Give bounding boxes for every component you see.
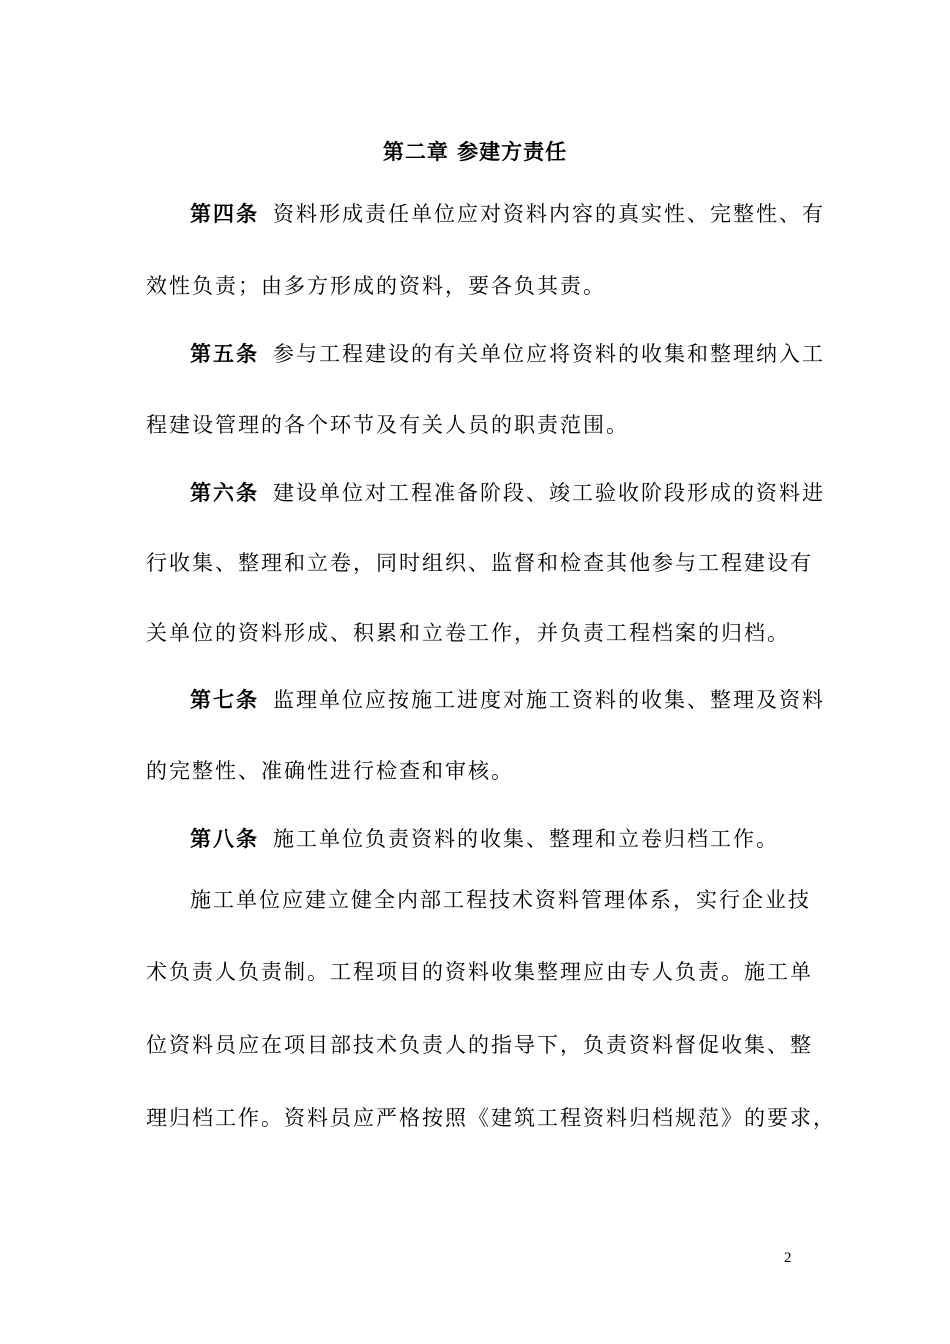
article-5-line-2: 程建设管理的各个环节及有关人员的职责范围。	[146, 413, 629, 437]
article-7-label: 第七条	[190, 687, 259, 712]
paragraph-line-2: 术负责人负责制。工程项目的资料收集整理应由专人负责。施工单	[146, 960, 813, 984]
article-4-text-1: 资料形成责任单位应对资料内容的真实性、完整性、有	[273, 202, 825, 226]
article-4-line-2: 效性负责；由多方形成的资料，要各负其责。	[146, 274, 606, 298]
article-8-text-1: 施工单位负责资料的收集、整理和立卷归档工作。	[273, 827, 779, 851]
article-7-text-1: 监理单位应按施工进度对施工资料的收集、整理及资料	[273, 688, 825, 712]
paragraph-line-1: 施工单位应建立健全内部工程技术资料管理体系，实行企业技	[190, 888, 811, 912]
article-6-line-2: 行收集、整理和立卷，同时组织、监督和检查其他参与工程建设有	[146, 551, 813, 575]
article-6-label: 第六条	[190, 480, 259, 505]
article-5-label: 第五条	[190, 341, 259, 366]
article-5-line-1	[190, 340, 825, 368]
article-6-line-1	[190, 479, 825, 507]
chapter-title: 第二章 参建方责任	[382, 139, 568, 164]
article-6-text-1: 建设单位对工程准备阶段、竣工验收阶段形成的资料进	[273, 481, 825, 505]
article-7-line-1	[190, 686, 825, 714]
page-number: 2	[784, 1250, 792, 1266]
article-8-label: 第八条	[190, 826, 259, 851]
article-7-line-2: 的完整性、准确性进行检查和审核。	[146, 759, 514, 783]
article-5-text-1: 参与工程建设的有关单位应将资料的收集和整理纳入工	[273, 342, 825, 366]
article-4-label: 第四条	[190, 201, 259, 226]
article-8-line-1	[190, 825, 779, 853]
paragraph-line-4: 理归档工作。资料员应严格按照《建筑工程资料归档规范》的要求，	[146, 1106, 836, 1130]
article-4-line-1	[190, 200, 825, 228]
article-6-line-3: 关单位的资料形成、积累和立卷工作，并负责工程档案的归档。	[146, 621, 790, 645]
paragraph-line-3: 位资料员应在项目部技术负责人的指导下，负责资料督促收集、整	[146, 1033, 813, 1057]
